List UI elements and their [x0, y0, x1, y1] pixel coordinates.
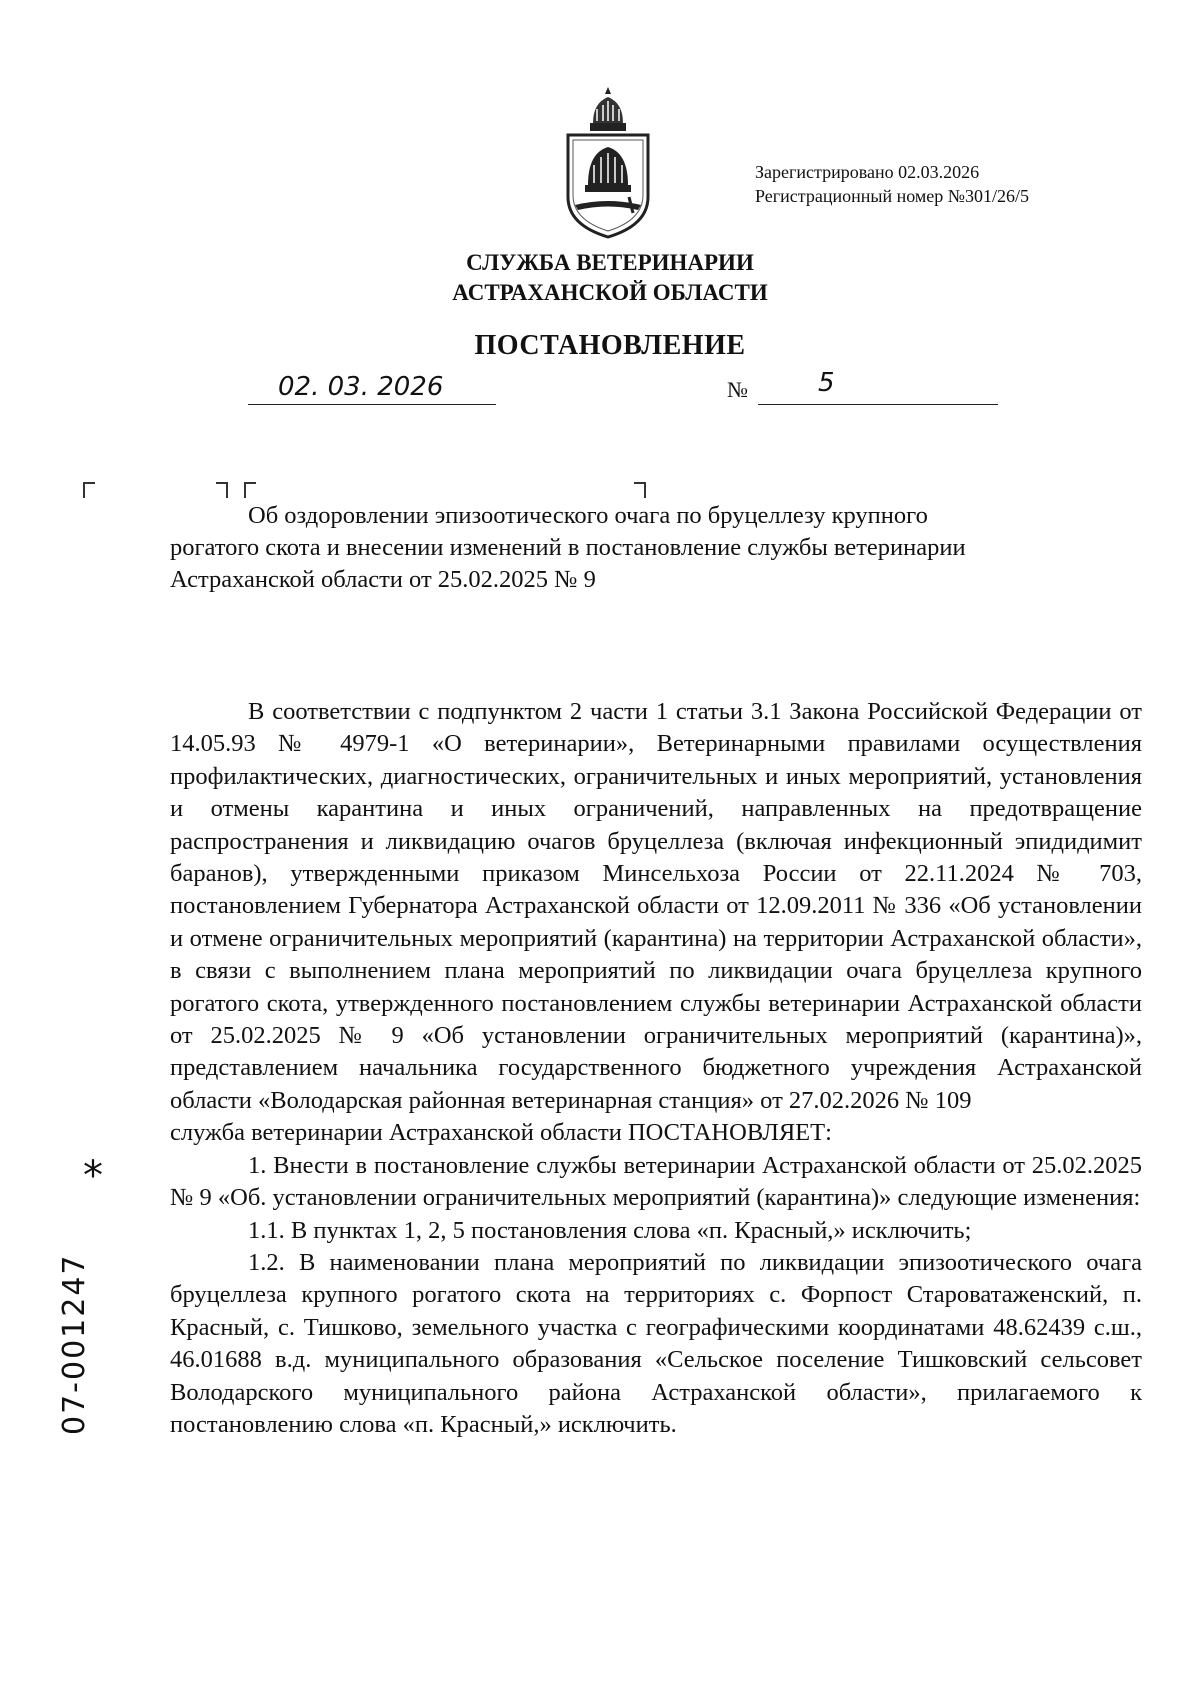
preamble-paragraph: В соответствии с подпунктом 2 части 1 статьи 3.1 Закона Российской Федерации от 14.05.93 № 4979-1 «О ветеринарии», Ветеринарными правилами осуществления профилактических, диагностических, ограничительных и иных мероприятий, установления и отмены карантина и иных ограничений, направленных на предотвращение распространения и ликвидацию очагов бруцеллеза (включая инфекционный эпидидимит баранов), утвержденными приказом Минсельхоза России от 22.11.2024 № 703, постановлением Губернатора Астраханской области от 12.09.2011 № 336 «Об установлении и отмене ограничительных мероприятий (карантина) на территории Астраханской области», в связи с выполнением плана мероприятий по ликвидации очага бруцеллеза крупного рогатого скота, утвержденного постановлением службы ветеринарии Астраханской области от 25.02.2025 № 9 «Об установлении ограничительных мероприятий (карантина)», представлением начальника государственного бюджетного учреждения Астраханской области «Володарская районная ветеринарная станция» от 27.02.2026 № 109 — [170, 698, 1142, 1114]
subject-line-3: Астраханской области от 25.02.2025 № 9 — [170, 566, 596, 593]
subject-line-2: рогатого скота и внесении изменений в постановление службы ветеринарии — [170, 534, 966, 561]
document-subject — [170, 500, 1142, 596]
subject-line-1: Об оздоровлении эпизоотического очага по бруцеллезу крупного — [248, 502, 928, 529]
handwritten-number: 5 — [818, 368, 835, 398]
resolves-paragraph: служба ветеринарии Астраханской области ПОСТАНОВЛЯЕТ: — [170, 1119, 832, 1147]
date-field — [248, 372, 496, 405]
coat-of-arms-emblem — [563, 85, 653, 243]
registration-number: Регистрационный номер №301/26/5 — [755, 186, 1029, 206]
registration-date: Зарегистрировано 02.03.2026 — [755, 162, 980, 182]
org-line-1: СЛУЖБА ВЕТЕРИНАРИИ — [466, 250, 754, 275]
corner-bracket — [634, 482, 646, 498]
org-line-2: АСТРАХАНСКОЙ ОБЛАСТИ — [452, 280, 768, 305]
handwritten-date: 02. 03. 2026 — [278, 372, 444, 402]
item-1-2: 1.2. В наименовании плана мероприятий по ликвидации эпизоотического очага бруцеллеза крупного рогатого скота на территориях с. Форпост Староватаженский, п. Красный, с. Тишково, земельного участка с географическими координатами 48.62439 с.ш., 46.01688 в.д. муниципального образования «Сельское поселение Тишковский сельсовет Володарского муниципального района Астраханской области», прилагаемого к постановлению слова «п. Красный,» исключить. — [170, 1248, 1142, 1438]
number-label: № — [727, 377, 748, 402]
item-1-1: 1.1. В пунктах 1, 2, 5 постановления слова «п. Красный,» исключить; — [248, 1216, 972, 1244]
document-body — [170, 696, 1142, 1441]
item-1: 1. Внести в постановление службы ветеринарии Астраханской области от 25.02.2025 № 9 «Об. установлении ограничительных мероприятий (карантина)» следующие изменения: — [170, 1151, 1142, 1212]
document-type: ПОСТАНОВЛЕНИЕ — [474, 330, 746, 361]
organization-name — [380, 248, 840, 308]
registration-stamp — [755, 160, 1029, 208]
corner-bracket — [244, 482, 256, 498]
margin-stamp-number: 07-001247 — [57, 1253, 92, 1435]
corner-bracket — [216, 482, 228, 498]
margin-star-mark: * — [83, 1153, 103, 1199]
number-field — [758, 368, 998, 405]
corner-bracket — [83, 482, 95, 498]
